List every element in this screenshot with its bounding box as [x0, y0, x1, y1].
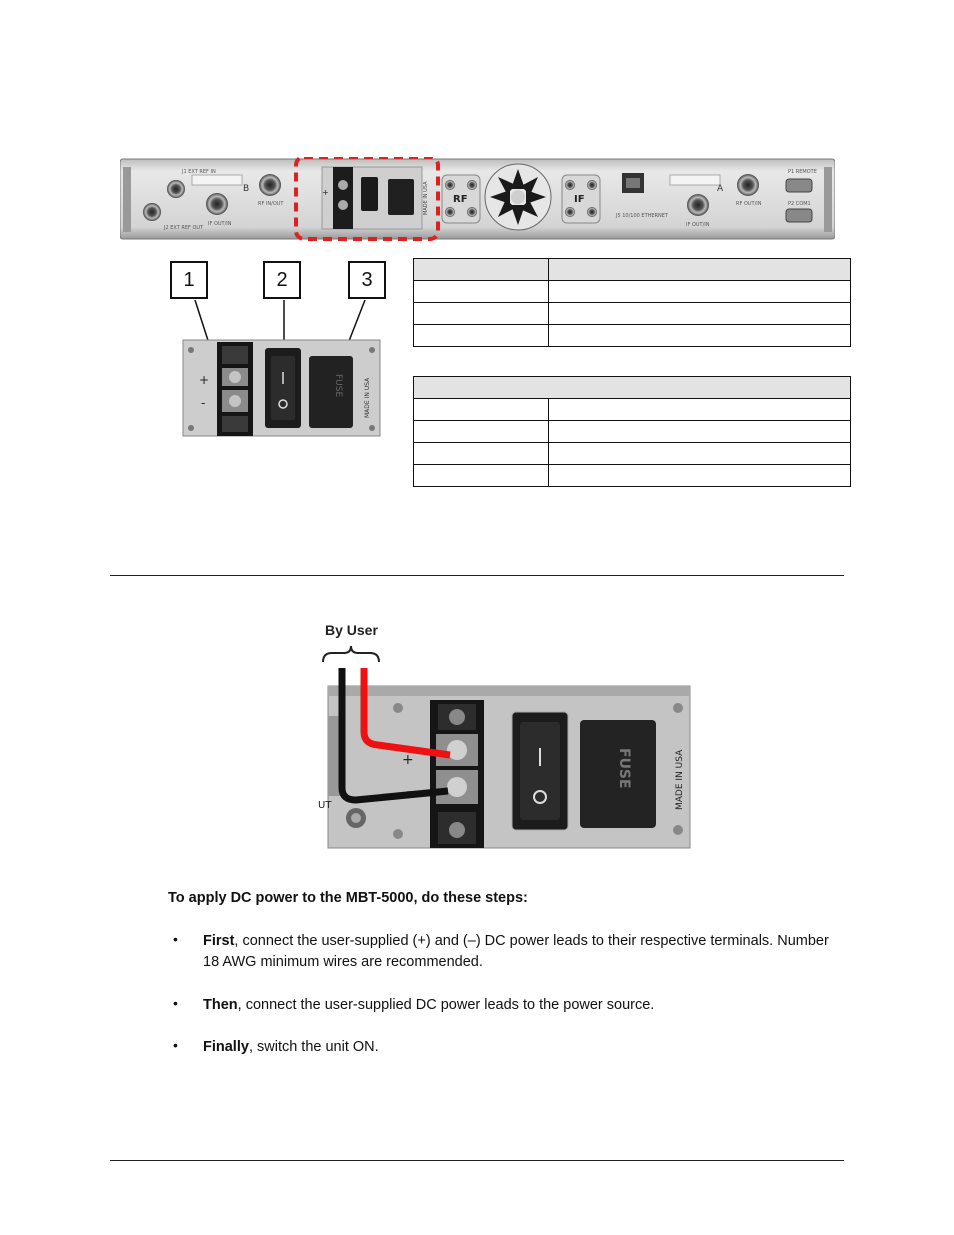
port-a-label: A [717, 184, 724, 194]
table-row [414, 421, 851, 443]
callout-minus-label: - [201, 396, 206, 410]
com1-port-label: P2 COM1 [788, 201, 811, 207]
step-first-text: , connect the user-supplied (+) and (–) DC power leads to their respective terminals. Number 18 AWG minimum wires are recommended. [203, 933, 829, 970]
callout-made-in-usa-label: MADE IN USA [364, 377, 371, 418]
section-divider [110, 575, 844, 576]
rf-connector-a [737, 174, 759, 196]
table-row [414, 399, 851, 421]
bullet-marker: • [173, 1037, 178, 1053]
if-out-in-a-label: IF OUT/IN [686, 222, 710, 228]
table-row [414, 325, 851, 347]
remote-port-label: P1 REMOTE [788, 169, 817, 175]
rf-in-out-b-label: RF IN/OUT [258, 201, 284, 207]
bullet-marker: • [173, 995, 178, 1011]
port-b-label: B [243, 184, 250, 194]
by-user-label: By User [325, 622, 378, 638]
step-finally-text: , switch the unit ON. [248, 1039, 379, 1055]
rear-panel-photo [120, 157, 835, 242]
wiring-minus-label: - [406, 784, 412, 800]
rf-group-label: RF [453, 194, 468, 205]
if-out-in-b-label: IF OUT/IN [208, 221, 232, 227]
footer-divider [110, 1160, 844, 1161]
table-row [414, 281, 851, 303]
rf-out-in-a-label: RF OUT/IN [736, 201, 762, 207]
bullet-marker: • [173, 931, 178, 947]
wiring-plus-label: + [402, 752, 414, 768]
edge-letters-label: UT [318, 800, 332, 811]
callout-plus-label: + [199, 373, 210, 387]
ext-ref-in-connector [167, 180, 185, 198]
step-then-text: , connect the user-supplied DC power leads to the power source. [237, 997, 655, 1013]
wiring-made-in-usa-label: MADE IN USA [675, 749, 685, 810]
if-connector-a [687, 194, 709, 216]
ext-ref-out-label: J2 EXT REF OUT [164, 225, 204, 231]
if-group-label: IF [574, 194, 585, 205]
table-row [414, 443, 851, 465]
callout-photo [165, 256, 390, 441]
callout-number-3: 3 [348, 261, 386, 299]
step-finally [203, 1037, 843, 1058]
step-first [203, 931, 843, 973]
callout-number-1: 1 [170, 261, 208, 299]
table-row [414, 303, 851, 325]
step-then [203, 995, 843, 1016]
made-in-usa-panel-label: MADE IN USA [423, 181, 429, 215]
power-section-callout [165, 256, 390, 441]
fuse-holder [309, 356, 353, 428]
instructions-heading: To apply DC power to the MBT-5000, do these steps: [168, 890, 528, 906]
spec-table [413, 376, 851, 487]
svg-text:+: + [322, 188, 329, 197]
callout-fuse-label: FUSE [333, 374, 343, 398]
if-connector-b [206, 193, 228, 215]
ext-ref-out-connector [143, 203, 161, 221]
dc-wiring-photo [318, 620, 696, 850]
table-header-row [414, 377, 851, 399]
step-finally-keyword: Finally [203, 1039, 249, 1055]
step-then-keyword: Then [203, 997, 238, 1013]
table-header-row [414, 259, 851, 281]
step-first-keyword: First [203, 933, 235, 949]
ethernet-label: J5 10/100 ETHERNET [616, 213, 668, 219]
table-row [414, 465, 851, 487]
wiring-fuse-label: FUSE [616, 748, 632, 789]
callout-number-2: 2 [263, 261, 301, 299]
ext-ref-in-label: J1 EXT REF IN [182, 169, 216, 175]
feature-table [413, 258, 851, 347]
rf-connector-b [259, 174, 281, 196]
by-user-bracket [323, 646, 379, 662]
